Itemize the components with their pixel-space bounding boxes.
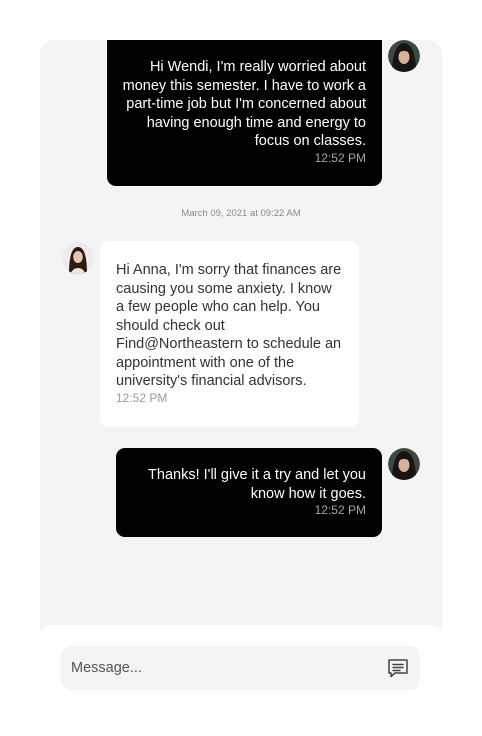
outgoing-message-bubble [116,448,382,537]
message-input[interactable] [71,646,371,690]
message-icon[interactable] [386,656,410,680]
anna-avatar [388,448,420,480]
incoming-message-bubble [100,241,359,427]
message-composer [61,646,420,690]
conversation-timestamp: March 09, 2021 at 09:22 AM [181,208,301,219]
message-text: Thanks! I'll give it a try and let you know how it goes. [148,467,366,502]
message-time: 12:52 PM [314,503,366,517]
message-time: 12:52 PM [314,150,366,165]
outgoing-message-bubble [107,40,382,186]
wendi-avatar [62,242,94,274]
message-text: Hi Wendi, I'm really worried about money this semester. I have to work a part-time job but I'm concerned about having enough time and energy to focus on classes. [122,59,366,149]
message-time: 12:52 PM [116,390,168,405]
anna-avatar [388,40,420,72]
message-text: Hi Anna, I'm sorry that finances are causing you some anxiety. I know a few people who can help. You should check out Find@Northeastern to schedule an appointment with one of the university's financial advisors. [116,262,342,389]
